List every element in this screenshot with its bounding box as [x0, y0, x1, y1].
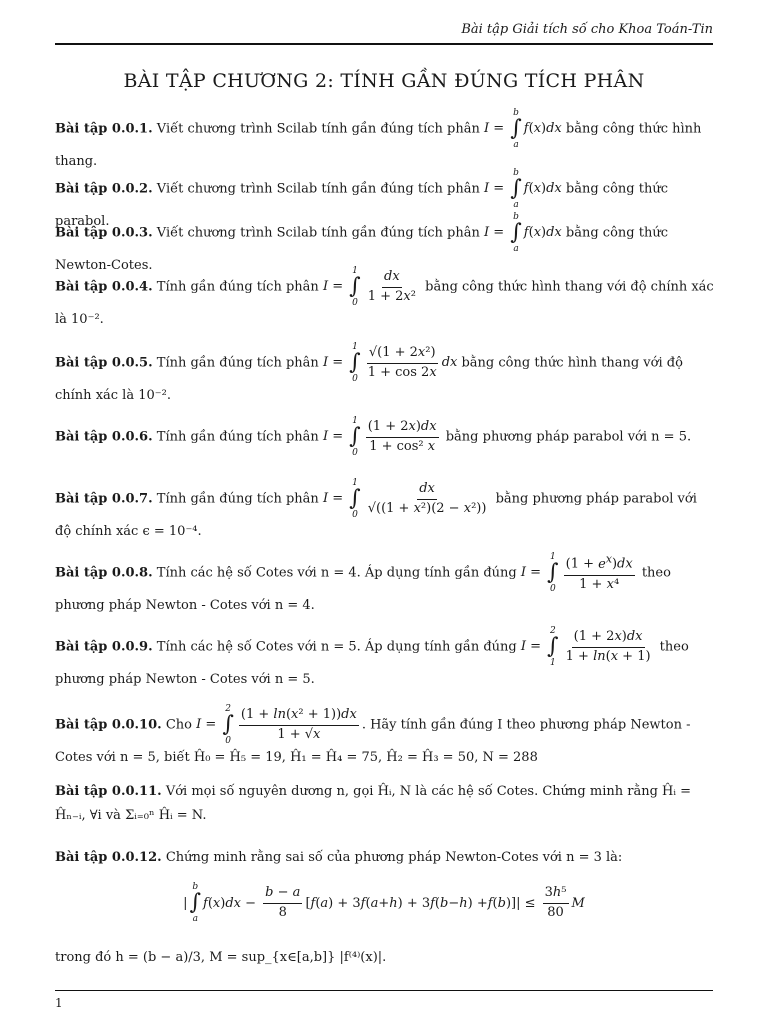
exercise-3: Bài tập 0.0.3. Viết chương trình Scilab tính gần đúng tích phân I = b ∫ a f ( x ) dx bằng công thức Newton-Cotes.: [55, 212, 668, 273]
exercise-label: Bài tập 0.0.3.: [55, 225, 153, 241]
exercise-math: I = 2 ∫ 1 $\frac{(1 + 2x)dx}{1 + \ln(x + 1)}$: [520, 626, 651, 668]
exercise-9: Bài tập 0.0.9. Tính các hệ số Cotes với n = 5. Áp dụng tính gần đúng I = 2 ∫ 1 $\frac{(1 + 2x)dx}{1 + \ln(x + 1)}$ theo phương pháp Newton - Cotes với n = 5.: [55, 626, 689, 687]
exercise-math: I = b ∫ a f ( x ) dx: [484, 108, 562, 150]
exercise-7: Bài tập 0.0.7. Tính gần đúng tích phân I = 1 ∫ 0 $\frac{dx}{\text{√((1 + x²)(2 − x²))}}$ bằng phương pháp parabol với độ chính xác ϵ = 10⁻⁴.: [55, 478, 697, 539]
exercise-10: Bài tập 0.0.10. Cho I = 2 ∫ 0 $\frac{\text{(1 + ln(x² + 1))dx}}{1 + √x}$ . Hãy tính gần đúng I theo phương pháp Newton - Cotes với n = 5, biết Ĥ₀ = Ĥ₅ = 19, Ĥ₁ = Ĥ₄ = 75, Ĥ₂ = Ĥ₃ = 50, N = 288: [55, 704, 691, 765]
exercise-1: Bài tập 0.0.1. Viết chương trình Scilab tính gần đúng tích phân I = b ∫ a f ( x ) dx bằng công thức hình thang.: [55, 108, 702, 169]
exercise-6: Bài tập 0.0.6. Tính gần đúng tích phân I = 1 ∫ 0 $\frac{(1 + 2x)dx}{\text{1 + cos² x}}$ bằng phương pháp parabol với n = 5.: [55, 416, 692, 458]
exercise-label: Bài tập 0.0.4.: [55, 279, 153, 295]
exercise-math: I = 1 ∫ 0 $\frac{(1 + 2x)dx}{\text{1 + cos² x}}$: [322, 416, 437, 458]
footer-rule: [55, 990, 713, 991]
error-bound-formula: | b ∫ a f ( x ) dx − $\frac{b - a}{8}$ [ f ( a ) + 3 f ( a + h ) + 3 f ( b − h ) + f ( b )]| ≤ $\frac{\text{3h⁵}}{80}$ M: [183, 882, 585, 924]
exercise-label: Bài tập 0.0.10.: [55, 717, 162, 733]
exercise-label: Bài tập 0.0.2.: [55, 181, 153, 197]
running-header: Bài tập Giải tích số cho Khoa Toán-Tin: [461, 22, 713, 37]
exercise-math: I = 1 ∫ 0 $\frac{\text{√(1 + 2x²)}}{1 + \cos 2x}$ dx: [322, 342, 458, 384]
exercise-math: I = 2 ∫ 0 $\frac{\text{(1 + ln(x² + 1))dx}}{1 + √x}$: [196, 704, 357, 746]
chapter-title: BÀI TẬP CHƯƠNG 2: TÍNH GẦN ĐÚNG TÍCH PHÂN: [123, 70, 645, 92]
exercise-5: Bài tập 0.0.5. Tính gần đúng tích phân I = 1 ∫ 0 $\frac{\text{√(1 + 2x²)}}{1 + \cos 2x}$ dx bằng công thức hình thang với độ chính xác là 10⁻².: [55, 342, 683, 403]
exercise-math: I = b ∫ a f ( x ) dx: [484, 212, 562, 254]
header-rule: [55, 43, 713, 45]
exercise-label: Bài tập 0.0.9.: [55, 639, 153, 655]
exercise-8: Bài tập 0.0.8. Tính các hệ số Cotes với n = 4. Áp dụng tính gần đúng I = 1 ∫ 0 $\frac{(1 + e^x)dx}{\text{1 + x⁴}}$ theo phương pháp Newton - Cotes với n = 4.: [55, 552, 671, 613]
exercise-12-where: trong đó h = (b − a)/3, M = sup_{x∈[a,b]} |f⁽⁴⁾(x)|.: [55, 950, 387, 965]
exercise-2: Bài tập 0.0.2. Viết chương trình Scilab tính gần đúng tích phân I = b ∫ a f ( x ) dx bằng công thức parabol.: [55, 168, 668, 229]
exercise-label: Bài tập 0.0.6.: [55, 429, 153, 445]
exercise-label: Bài tập 0.0.8.: [55, 565, 153, 581]
exercise-math: I = b ∫ a f ( x ) dx: [484, 168, 562, 210]
exercise-12: Bài tập 0.0.12. Chứng minh rằng sai số của phương pháp Newton-Cotes với n = 3 là:: [55, 850, 623, 865]
exercise-math: I = 1 ∫ 0 $\frac{dx}{\text{√((1 + x²)(2 − x²))}}$: [322, 478, 487, 520]
exercise-label: Bài tập 0.0.12.: [55, 850, 162, 865]
exercise-label: Bài tập 0.0.1.: [55, 121, 153, 137]
exercise-label: Bài tập 0.0.11.: [55, 784, 162, 799]
exercise-4: Bài tập 0.0.4. Tính gần đúng tích phân I = 1 ∫ 0 $\frac{dx}{\text{1 + 2x²}}$ bằng công thức hình thang với độ chính xác là 10⁻².: [55, 266, 714, 327]
page-number: 1: [55, 996, 63, 1010]
exercise-math: I = 1 ∫ 0 $\frac{(1 + e^x)dx}{\text{1 + x⁴}}$: [520, 552, 633, 594]
exercise-math: I = 1 ∫ 0 $\frac{dx}{\text{1 + 2x²}}$: [322, 266, 416, 308]
exercise-11: Bài tập 0.0.11. Với mọi số nguyên dương n, gọi Ĥᵢ, N là các hệ số Cotes. Chứng minh rằng Ĥᵢ = Ĥₙ₋ᵢ, ∀i và Σᵢ₌₀ⁿ Ĥᵢ = N.: [55, 784, 692, 823]
exercise-math: Ĥᵢ = Ĥₙ₋ᵢ, ∀i và Σᵢ₌₀ⁿ Ĥᵢ = N.: [55, 784, 692, 823]
exercise-label: Bài tập 0.0.7.: [55, 491, 153, 507]
exercise-label: Bài tập 0.0.5.: [55, 355, 153, 371]
